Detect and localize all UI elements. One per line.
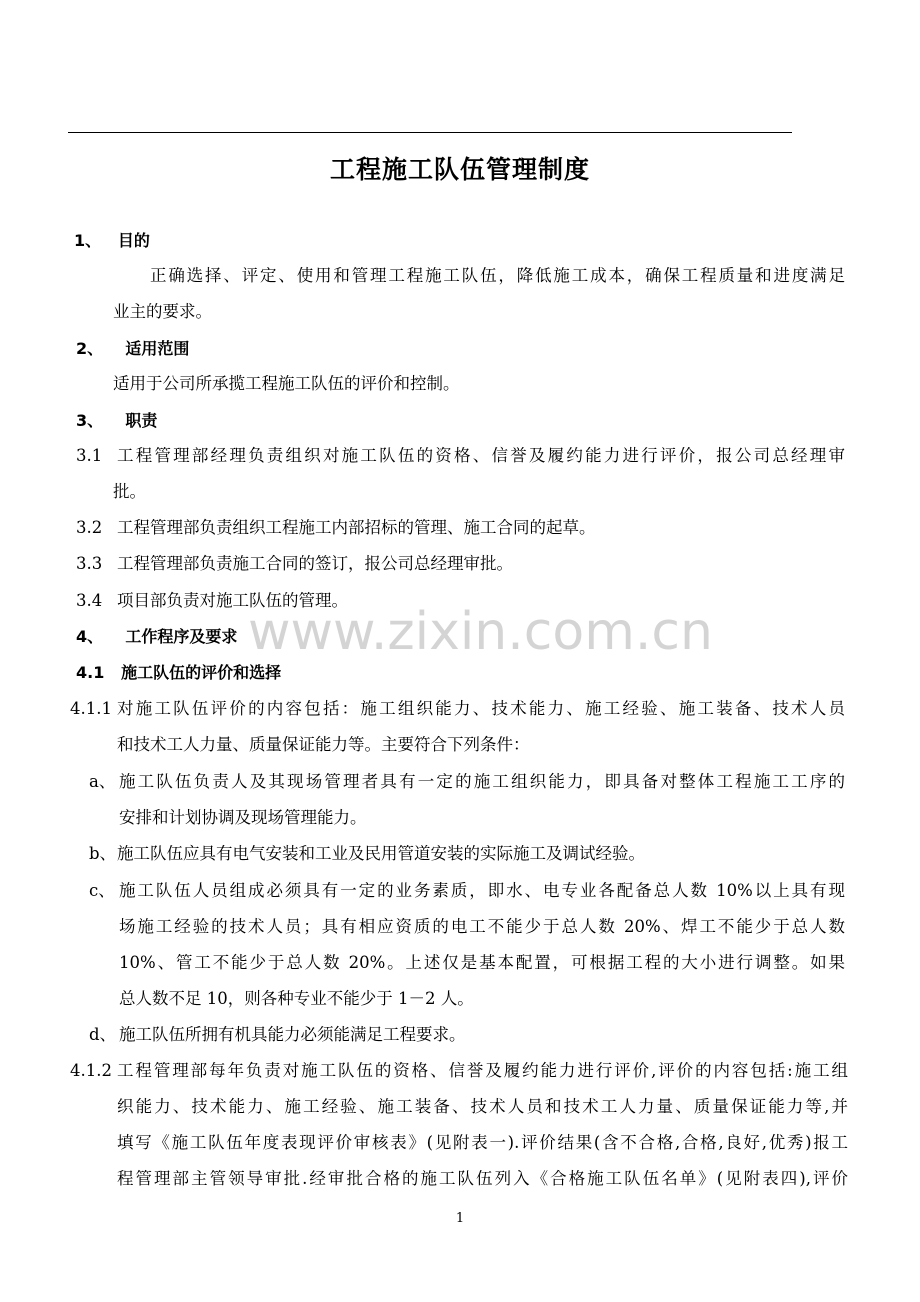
section-2-number: 2、 (76, 339, 104, 358)
section-2-heading (76, 341, 189, 357)
item-c-line-2: 场施工经验的技术人员；具有相应资质的电工不能少于总人数 20%、焊工不能少于总人数 (119, 917, 845, 936)
section-1-text-line-2: 业主的要求。 (113, 302, 212, 321)
page-title: 工程施工队伍管理制度 (329, 155, 590, 184)
clause-4-1-1-line-1: 对施工队伍评价的内容包括：施工组织能力、技术能力、施工经验、施工装备、技术人员 (117, 699, 845, 718)
clause-4-1-1-number: 4.1.1 (70, 699, 112, 718)
clause-3-4-number: 3.4 (76, 591, 103, 610)
item-a-line-2: 安排和计划协调及现场管理能力。 (119, 808, 367, 827)
clause-4-1-2-number: 4.1.2 (70, 1061, 112, 1080)
section-4-title: 工作程序及要求 (125, 627, 238, 646)
item-a-line-1: 施工队伍负责人及其现场管理者具有一定的施工组织能力，即具备对整体工程施工工序的 (119, 772, 845, 791)
clause-3-1-line-1: 工程管理部经理负责组织对施工队伍的资格、信誉及履约能力进行评价，报公司总经理审 (117, 446, 845, 465)
section-4-1-heading (76, 665, 281, 681)
section-4-heading (76, 629, 237, 645)
section-1-number: 1、 (74, 231, 102, 250)
clause-3-4-line-1: 项目部负责对施工队伍的管理。 (117, 591, 348, 610)
item-d-label: d、 (89, 1025, 117, 1044)
item-c-line-3: 10%、管工不能少于总人数 20%。上述仅是基本配置，可根据工程的大小进行调整。如果 (119, 953, 845, 972)
item-c-label: c、 (89, 881, 115, 900)
section-3-heading (76, 413, 157, 429)
item-d-line-1: 施工队伍所拥有机具能力必须能满足工程要求。 (119, 1025, 466, 1044)
clause-3-3-number: 3.3 (76, 554, 103, 573)
clause-4-1-2-line-2: 织能力、技术能力、施工经验、施工装备、技术人员和技术工人力量、质量保证能力等,并 (117, 1097, 848, 1116)
section-3-number: 3、 (76, 411, 104, 430)
item-c-line-4: 总人数不足 10，则各种专业不能少于 1－2 人。 (119, 989, 474, 1008)
clause-4-1-2-line-1: 工程管理部每年负责对施工队伍的资格、信誉及履约能力进行评价,评价的内容包括:施工组 (117, 1061, 848, 1080)
section-1-heading (74, 233, 150, 249)
section-1-title: 目的 (117, 231, 150, 250)
section-3-title: 职责 (125, 411, 158, 430)
clause-4-1-1-line-2: 和技术工人力量、质量保证能力等。主要符合下列条件： (117, 735, 530, 754)
item-a-label: a、 (89, 772, 116, 791)
clause-4-1-2-line-4: 程管理部主管领导审批.经审批合格的施工队伍列入《合格施工队伍名单》(见附表四),评价 (117, 1169, 848, 1188)
watermark: www.zixin.com.cn (248, 602, 713, 662)
item-b-label: b、 (89, 844, 117, 863)
page-number: 1 (455, 1211, 465, 1226)
clause-4-1-2-line-3: 填写《施工队伍年度表现评价审核表》(见附表一).评价结果(含不合格,合格,良好,优秀)报工 (117, 1133, 848, 1152)
clause-3-2-number: 3.2 (76, 518, 103, 537)
section-4-1-title: 施工队伍的评价和选择 (121, 663, 282, 682)
item-c-line-1: 施工队伍人员组成必须具有一定的业务素质，即水、电专业各配备总人数 10%以上具有现 (119, 881, 845, 900)
section-1-text-line-1: 正确选择、评定、使用和管理工程施工队伍，降低施工成本，确保工程质量和进度满足 (150, 266, 845, 285)
item-b-line-1: 施工队伍应具有电气安装和工业及民用管道安装的实际施工及调试经验。 (117, 844, 645, 863)
clause-3-1-line-2: 批。 (113, 482, 146, 501)
section-2-text-line-1: 适用于公司所承揽工程施工队伍的评价和控制。 (113, 374, 460, 393)
section-4-number: 4、 (76, 627, 104, 646)
section-4-1-number: 4.1 (76, 663, 105, 682)
clause-3-3-line-1: 工程管理部负责施工合同的签订，报公司总经理审批。 (117, 554, 513, 573)
clause-3-2-line-1: 工程管理部负责组织工程施工内部招标的管理、施工合同的起草。 (117, 518, 596, 537)
section-2-title: 适用范围 (125, 339, 190, 358)
clause-3-1-number: 3.1 (76, 446, 103, 465)
header-rule (68, 132, 792, 133)
